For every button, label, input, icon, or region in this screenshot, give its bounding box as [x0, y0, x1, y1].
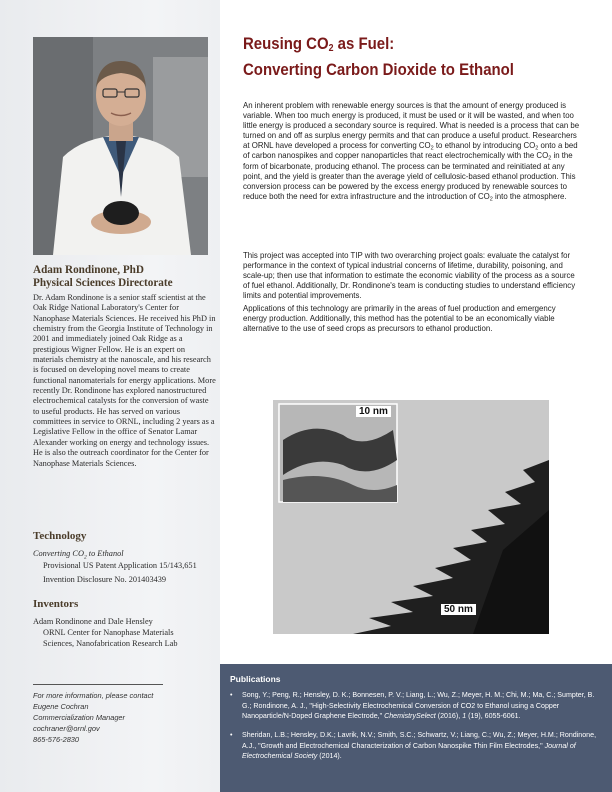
title-co: Reusing CO: [243, 34, 329, 53]
publication-journal: ChemistrySelect: [384, 712, 436, 721]
invention-disclosure: Invention Disclosure No. 201403439: [43, 575, 167, 584]
contact-role: Commercialization Manager: [33, 713, 126, 722]
inset-scale-bar: 10 nm: [356, 406, 391, 417]
affiliation-line-2: Sciences, Nanofabrication Research Lab: [43, 639, 178, 648]
contact-divider: [33, 684, 163, 685]
contact-intro: For more information, please contact: [33, 691, 154, 700]
portrait-photo: [33, 37, 208, 255]
inventors-names: Adam Rondinone and Dale Hensley: [33, 617, 153, 626]
sidebar: [0, 0, 220, 792]
directorate: Physical Sciences Directorate: [33, 277, 173, 289]
affiliation-line-1: ORNL Center for Nanophase Materials: [43, 628, 174, 637]
publication-citation: Sheridan, L.B.; Hensley, D.K.; Lavrik, N.V.; Smith, S.C.; Schwartz, V.; Liang, C.; Wu, Z.; Meyer, H.M.; Rondinone, A.J., "Growth and Electrochemical Characterization of Carbon Nanospike Thin Film Electrodes,": [242, 731, 597, 750]
bio-heading: [33, 264, 213, 290]
publication-year: (2016),: [435, 712, 463, 721]
micrograph-illustration: [273, 400, 549, 634]
p1-part-a: An inherent problem with renewable energy sources is that the amount of energy produced is variable. When too much energy is produced, it must be used or it will be wasted, and when too little energy is produced a secondary source is required. What is needed is a process that can be turned on and off as surplus energy permits and that can produce a useful product. Researchers at ORNL have developed a process for converting CO: [243, 101, 580, 151]
contact-name: Eugene Cochran: [33, 702, 89, 711]
body-paragraph-2: This project was accepted into TIP with two overarching project goals: evaluate the catalyst for performance in the context of typical industrial concerns of lifetime, durability, poisoning, and scale-up; then use that information to estimate the economic viability of the process as a source of fuel ethanol. Additionally, Dr. Rondinone's team is conducting studies to understand efficiency limits and potential improvements.: [243, 251, 576, 301]
p1-sub-1: 2: [430, 145, 434, 152]
p1-part-d: in the form of bicarbonate, producing ethanol. The process can be terminated and reinitiated at any point, and the yield is greater than the average yield of cellulosic-based ethanol production. This conversion process can be powered by the excess energy produced by renewable sources to reduce both the need for extra infrastructure and the introduction of CO: [243, 151, 576, 201]
p1-sub-3: 2: [548, 155, 552, 162]
page-title: [243, 33, 560, 80]
publication-year: (2014).: [317, 752, 342, 761]
publication-citation: Song, Y.; Peng, R.; Hensley, D. K.; Bonnesen, P. V.; Liang, L.; Wu, Z.; Meyer, H. M.; Chi, M.; Ma, C.; Sumpter, B. G.; Rondinone, A. J., "High-Selectivity Electrochemical Conversion of CO2 to Ethanol using a Copper Nanoparticle/N-Doped Graphene Electrode,": [242, 691, 595, 721]
title-sub: 2: [328, 43, 334, 54]
patent-number: Provisional US Patent Application 15/143,651: [43, 561, 197, 570]
contact-block: [33, 690, 213, 745]
publication-pages: (19), 6055-6061.: [466, 712, 521, 721]
tem-micrograph: [273, 400, 549, 634]
publication-volume: 1: [462, 712, 467, 721]
technology-name-sub: 2: [83, 554, 87, 561]
publications-heading: Publications: [230, 674, 281, 684]
title-line-1: [243, 33, 560, 59]
publication-journal: Journal of Electrochemical Society: [242, 741, 576, 761]
p1-part-b: to ethanol by introducing CO: [433, 141, 536, 151]
main-scale-bar: 50 nm: [441, 604, 476, 615]
technology-heading: Technology: [33, 530, 87, 542]
technology-name-prefix: Converting CO: [33, 549, 84, 558]
inventors-heading: Inventors: [33, 598, 79, 610]
person-name: Adam Rondinone, PhD: [33, 264, 144, 276]
contact-phone[interactable]: 865-576-2830: [33, 735, 80, 744]
bullet-icon: •: [230, 731, 233, 739]
p1-sub-4: 2: [489, 196, 493, 203]
body-paragraph-3: Applications of this technology are primarily in the areas of fuel production and emergency energy production. Additionally, this method has the potential to be an economically viable alternative to the use of seed crops as precursors to ethanol production.: [243, 304, 556, 334]
publications-panel: [220, 664, 612, 792]
publication-item: [230, 690, 605, 722]
portrait-illustration: [33, 37, 208, 255]
bullet-icon: •: [230, 691, 233, 699]
bio-paragraph: Dr. Adam Rondinone is a senior staff scientist at the Oak Ridge National Laboratory's Center for Nanophase Materials Sciences. He received his PhD in chemistry from the Georgia Institute of Technology in 2001 and immediately joined Oak Ridge as a prestigious Wigner Fellow. He is an expert on materials chemistry at the nanoscale, and his research is focused on developing novel means to create functional nanomaterials for energy applications. More recently Dr. Rondinone has explored nanostructured electrochemical catalysts for the conversion of waste to useful products. He has served on various committees in service to ORNL, including 2 years as a Legislative Fellow in the office of Senator Lamar Alexander working on energy and technology issues. He is also the outreach coordinator for the Center for Nanophase Materials Sciences.: [33, 293, 216, 468]
title-fuel: as Fuel:: [333, 34, 395, 53]
technology-name-suffix: to Ethanol: [86, 549, 124, 558]
contact-email[interactable]: cochraner@ornl.gov: [33, 724, 100, 733]
body-paragraph-1: [243, 101, 580, 202]
publication-item: [230, 730, 605, 762]
p1-sub-2: 2: [535, 145, 539, 152]
p1-part-e: into the atmosphere.: [492, 191, 567, 201]
title-line-2: Converting Carbon Dioxide to Ethanol: [243, 60, 514, 79]
p1-part-c: onto a bed of carbon nanospikes and copper nanoparticles that react electrochemically with the CO: [243, 141, 578, 161]
